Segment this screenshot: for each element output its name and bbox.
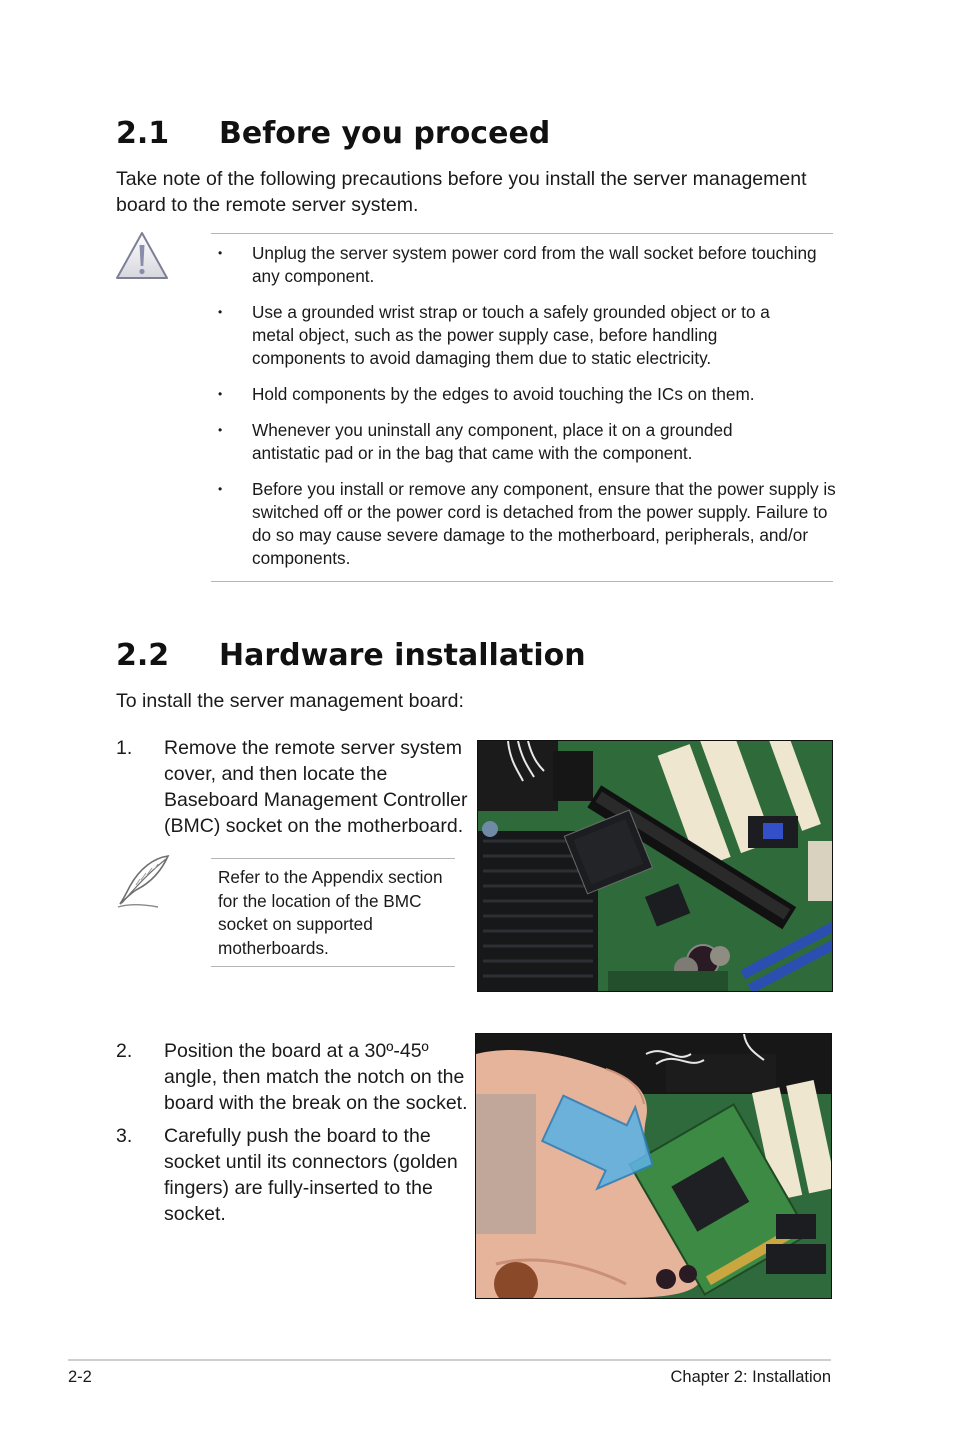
list-item: • Unplug the server system power cord from the wall socket before touching any component. — [218, 243, 817, 286]
note-text: Refer to the Appendix section for the location of the BMC socket on supported motherboards. — [218, 867, 443, 958]
list-item: • Whenever you uninstall any component, place it on a grounded antistatic pad or in the bag that came with the component. — [218, 420, 733, 463]
quill-pen-icon — [114, 852, 172, 910]
list-item: • Use a grounded wrist strap or touch a safely grounded object or to a metal object, such as the power supply case, before handling components to avoid damaging them due to static electricity. — [218, 302, 770, 368]
note-bottom-rule — [211, 966, 455, 967]
warning-triangle-icon — [114, 230, 170, 282]
section-title: Hardware installation — [219, 638, 586, 673]
section-heading-before-you-proceed — [116, 116, 550, 151]
board-insertion-photo — [475, 1033, 832, 1299]
chapter-title: Chapter 2: Installation — [670, 1368, 831, 1386]
note-top-rule — [211, 858, 455, 859]
precautions-bottom-rule — [211, 581, 833, 582]
precautions-top-rule — [211, 233, 833, 234]
section-title: Before you proceed — [219, 116, 551, 151]
precautions-list — [211, 242, 836, 570]
motherboard-bmc-socket-photo — [477, 740, 833, 992]
section-number: 2.1 — [116, 116, 170, 151]
list-item: • Hold components by the edges to avoid touching the ICs on them. — [218, 384, 755, 404]
section-intro: To install the server management board: — [116, 690, 464, 712]
footer-rule — [68, 1359, 831, 1361]
section-number: 2.2 — [116, 638, 170, 673]
list-item: • Before you install or remove any component, ensure that the power supply is switched off or the power cord is detached from the power supply. Failure to do so may cause severe damage to the motherboard, peripherals, and/or components. — [218, 479, 836, 568]
section-heading-hardware-installation — [116, 638, 586, 673]
precautions-box — [211, 242, 836, 570]
page-number: 2-2 — [68, 1368, 92, 1386]
section-intro: Take note of the following precautions before you install the server management board to the remote server system. — [116, 168, 807, 216]
